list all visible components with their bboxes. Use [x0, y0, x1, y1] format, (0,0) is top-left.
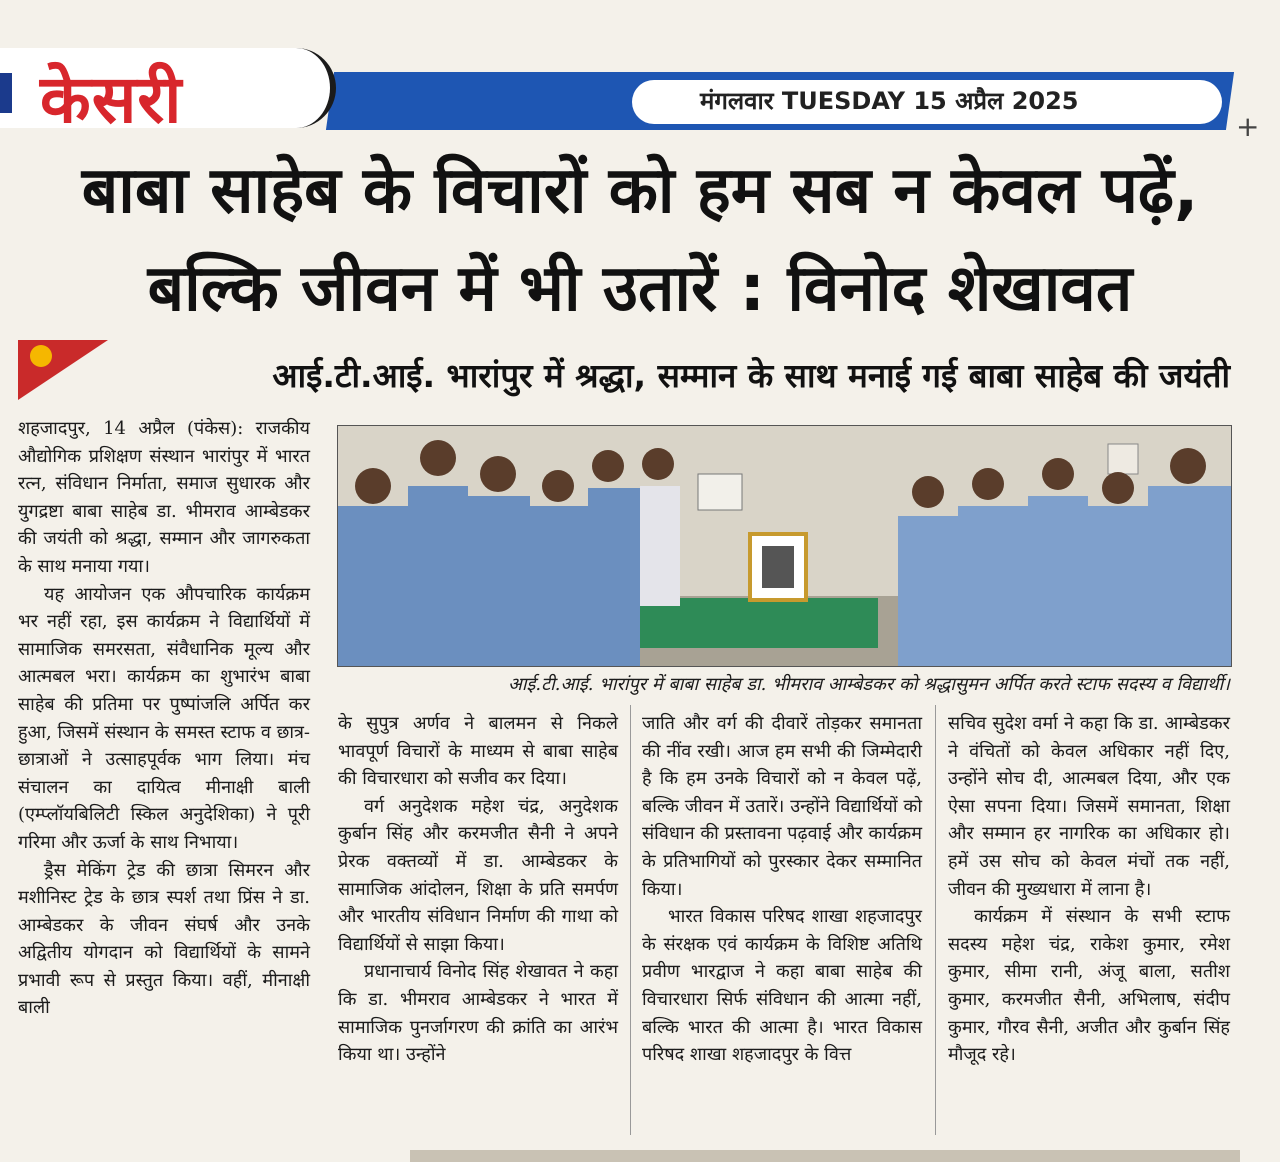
paragraph: यह आयोजन एक औपचारिक कार्यक्रम भर नहीं रहा, इस कार्यक्रम ने विद्यार्थियों में सामाजिक समरसता, संवैधानिक मूल्य और आत्मबल भरा। कार्यक्रम का शुभारंभ बाबा साहेब की प्रतिमा पर पुष्पांजलि अर्पित कर हुआ, जिसमें संस्थान के समस्त स्टाफ व छात्र-छात्राओं ने उत्साहपूर्वक भाग लिया। मंच संचालन का दायित्व मीनाक्षी बाली (एम्प्लॉयबिलिटी स्किल अनुदेशिका) ने पूरी गरिमा और ऊर्जा के साथ निभाया। — [18, 583, 310, 853]
issue-date: मंगलवार TUESDAY 15 अप्रैल 2025 — [700, 87, 1079, 115]
paragraph: के सुपुत्र अर्णव ने बालमन से निकले भावपूर्ण विचारों के माध्यम से बाबा साहेब की विचारधारा को सजीव कर दिया। — [338, 713, 618, 790]
paragraph: ड्रैस मेकिंग ट्रेड की छात्रा सिमरन और मशीनिस्ट ट्रेड के छात्र स्पर्श तथा प्रिंस ने डा. आम्बेडकर के जीवन संघर्ष और उनके अद्वितीय योगदान को विद्यार्थियों के सामने प्रभावी रूप से प्रस्तुत किया। वहीं, मीनाक्षी बाली — [18, 859, 310, 1019]
headline — [20, 142, 1260, 338]
article-column-4 — [948, 710, 1230, 1069]
paragraph: जाति और वर्ग की दीवारें तोड़कर समानता की नींव रखी। आज हम सभी की जिम्मेदारी है कि हम उनके विचारों को न केवल पढ़ें, बल्कि जीवन में उतारें। उन्होंने विद्यार्थियों को संविधान की प्रस्तावना पढ़वाई और कार्यक्रम के प्रतिभागियों को पुरस्कार देकर सम्मानित किया। — [642, 713, 922, 900]
photo-caption: आई.टी.आई. भारांपुर में बाबा साहेब डा. भीमराव आम्बेडकर को श्रद्धासुमन अर्पित करते स्टाफ सदस्य व विद्यार्थी। — [508, 674, 1230, 695]
article-column-3 — [642, 710, 922, 1069]
logo-box — [0, 48, 336, 138]
article-column-2 — [338, 710, 618, 1069]
article-column-1 — [18, 415, 310, 1022]
logo-edge — [0, 73, 12, 113]
column-divider — [935, 705, 936, 1135]
paragraph: भारत विकास परिषद शाखा शहजादपुर के संरक्षक एवं कार्यक्रम के विशिष्ट अतिथि प्रवीण भारद्वाज ने कहा बाबा साहेब की विचारधारा सिर्फ संविधान की आत्मा नहीं, बल्कि भारत की आत्मा है। भारत विकास परिषद शाखा शहजादपुर के वित्त — [642, 906, 922, 1066]
headline-line-2: बल्कि जीवन में भी उतारें : विनोद शेखावत — [147, 252, 1133, 326]
column-divider — [630, 705, 631, 1135]
event-photo — [337, 425, 1232, 667]
newspaper-logo: केसरी — [40, 61, 183, 138]
next-article-strip — [410, 1150, 1240, 1162]
paragraph: वर्ग अनुदेशक महेश चंद्र, अनुदेशक कुर्बान सिंह और करमजीत सैनी ने अपने प्रेरक वक्तव्यों में डा. आम्बेडकर के सामाजिक आंदोलन, शिक्षा के प्रति समर्पण और भारतीय संविधान निर्माण की गाथा को विद्यार्थियों से साझा किया। — [338, 795, 618, 955]
paragraph: प्रधानाचार्य विनोद सिंह शेखावत ने कहा कि डा. भीमराव आम्बेडकर ने भारत में सामाजिक पुनर्जागरण की क्रांति का आरंभ किया था। उन्होंने — [338, 961, 618, 1066]
subheadline: आई.टी.आई. भारांपुर में श्रद्धा, सम्मान के साथ मनाई गई बाबा साहेब की जयंती — [272, 356, 1230, 395]
paragraph: कार्यक्रम में संस्थान के सभी स्टाफ सदस्य महेश चंद्र, राकेश कुमार, रमेश कुमार, सीमा रानी, अंजू बाला, सतीश कुमार, करमजीत सैनी, अभिलाष, संदीप कुमार, गौरव सैनी, अजीत और कुर्बान सिंह मौजूद रहे। — [948, 906, 1230, 1066]
registration-mark: + — [1236, 110, 1260, 143]
paragraph: शहजादपुर, 14 अप्रैल (पंकेस): राजकीय औद्योगिक प्रशिक्षण संस्थान भारांपुर में भारत रत्न, संविधान निर्माता, समाज सुधारक और युगद्रष्टा बाबा साहेब डा. भीमराव आम्बेडकर की जयंती को श्रद्धा, सम्मान और जागरुकता के साथ मनाया गया। — [18, 418, 310, 577]
group-photo-illustration — [338, 426, 1231, 666]
masthead — [0, 40, 1280, 143]
paragraph: सचिव सुदेश वर्मा ने कहा कि डा. आम्बेडकर ने वंचितों को केवल अधिकार नहीं दिए, उन्होंने सोच दी, आत्मबल दिया, और एक ऐसा सपना दिया। जिसमें समानता, शिक्षा और सम्मान हर नागरिक का अधिकार हो। हमें उस सोच को केवल मंचों तक नहीं, जीवन की मुख्यधारा में लाना है। — [948, 713, 1230, 900]
sun-icon — [30, 345, 52, 367]
headline-line-1: बाबा साहेब के विचारों को हम सब न केवल पढ़ें, — [81, 154, 1199, 228]
